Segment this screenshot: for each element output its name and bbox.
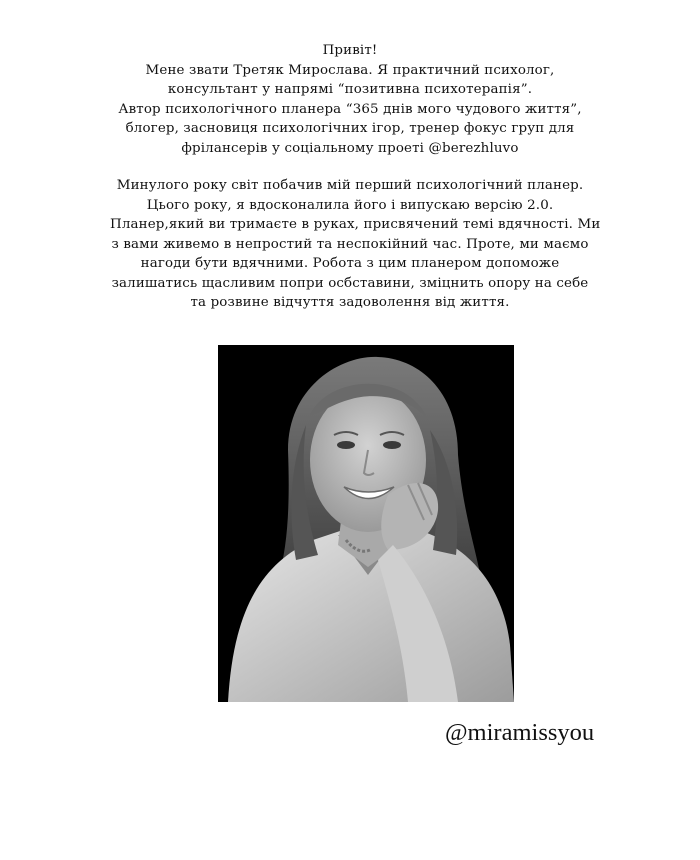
paragraph-line: залишатись щасливим попри осбставини, зміцнить опору на себе [111,275,589,291]
intro-line: фрілансерів у соціальному проеті @berezhluvo [181,140,519,156]
intro-line: консультант у напрямі “позитивна психотерапія”. [167,82,533,97]
intro-line: Автор психологічного планера “365 днів мого чудового життя”, [118,101,582,117]
paragraph-line: Минулого року світ побачив мій перший психологічний планер. [116,178,584,193]
paragraph-line: та розвине відчуття задоволення від життя. [190,295,510,310]
paragraph-line: нагоди бути вдячними. Робота з цим планером допоможе [140,256,560,271]
intro-line: блогер, засновиця психологічних ігор, тренер фокус груп для [125,121,575,136]
intro-line: Мене звати Третяк Мирослава. Я практичний психолог, [145,62,555,78]
portrait-photo-icon [218,345,514,702]
social-handle: @miramissyou [445,719,595,746]
paragraph-line: з вами живемо в непростий та неспокійний час. Проте, ми маємо [111,236,589,252]
intro-line: Привіт! [322,43,378,58]
intro-block [110,41,590,158]
description-paragraph [110,176,601,313]
paragraph-line: Цього року, я вдосконалила його і випускаю версію 2.0. [146,197,554,213]
paragraph-line: Планер,який ви тримаєте в руках, присвячений темі вдячності. Ми [110,217,601,232]
portrait-photo [218,345,514,702]
